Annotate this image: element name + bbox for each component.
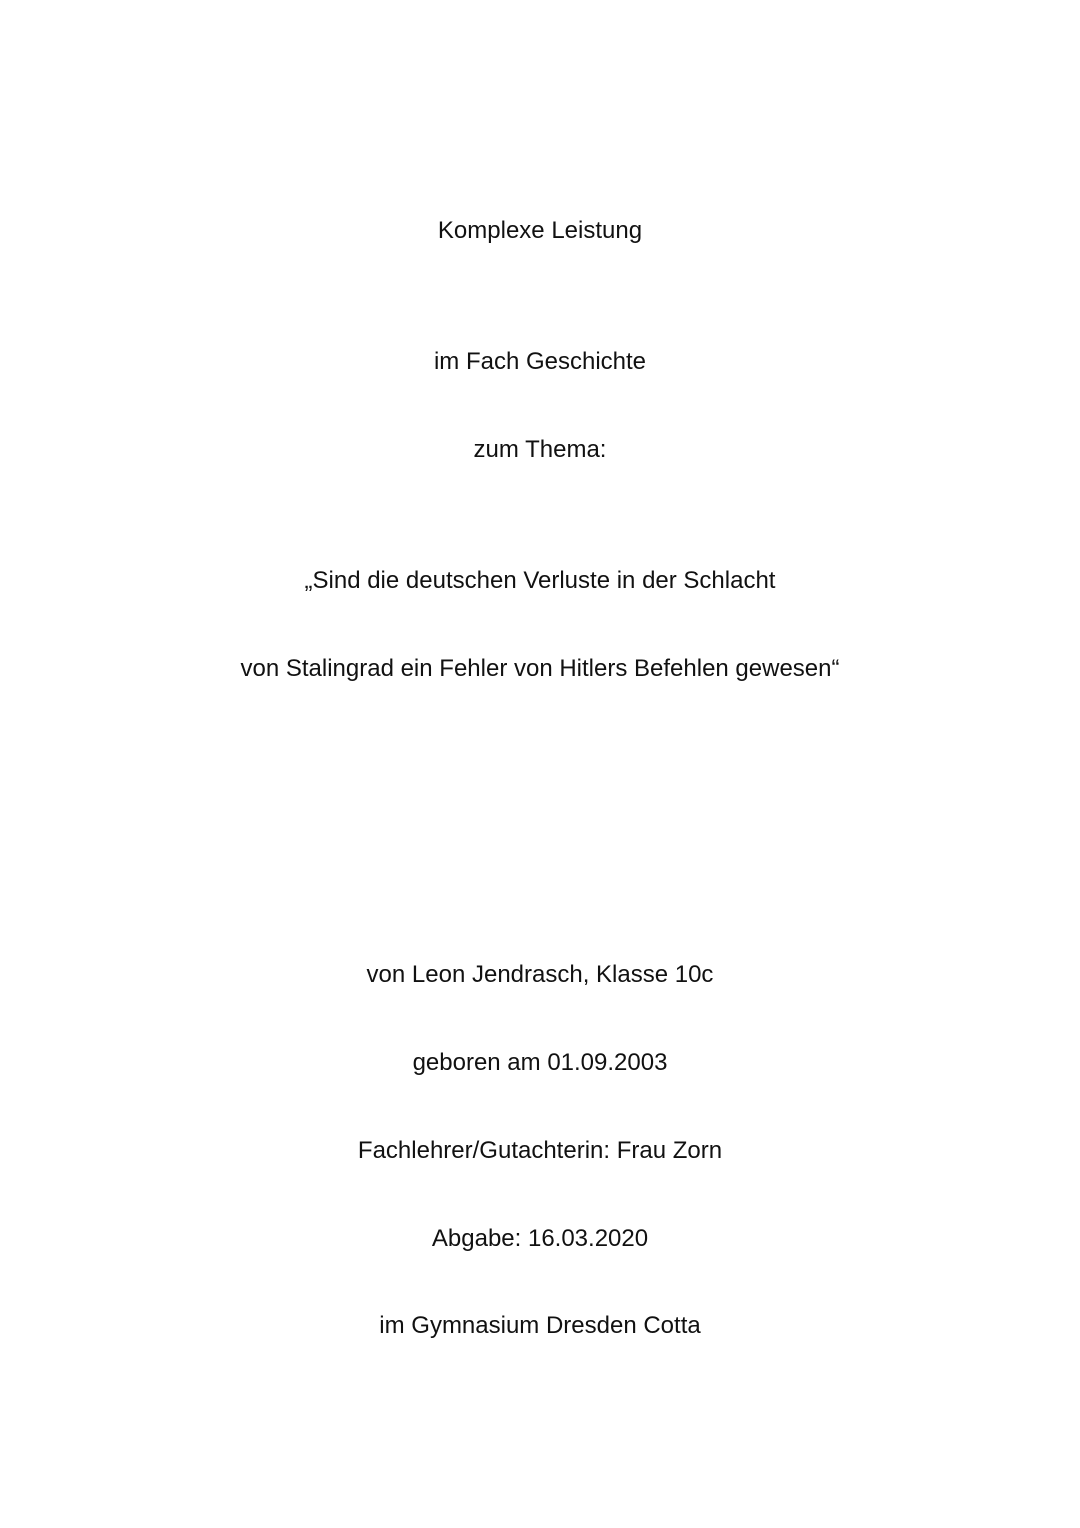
author: von Leon Jendrasch, Klasse 10c — [366, 961, 714, 988]
school: im Gymnasium Dresden Cotta — [379, 1312, 701, 1339]
title-line-2: von Stalingrad ein Fehler von Hitlers Befehlen gewesen“ — [240, 655, 840, 682]
teacher: Fachlehrer/Gutachterin: Frau Zorn — [357, 1137, 723, 1164]
document-type: Komplexe Leistung — [437, 217, 643, 244]
birth-date: geboren am 01.09.2003 — [412, 1049, 668, 1076]
subject: im Fach Geschichte — [433, 348, 647, 375]
submission-date: Abgabe: 16.03.2020 — [431, 1225, 649, 1252]
topic-label: zum Thema: — [473, 436, 607, 463]
title-line-1: „Sind die deutschen Verluste in der Schlacht — [304, 567, 776, 594]
